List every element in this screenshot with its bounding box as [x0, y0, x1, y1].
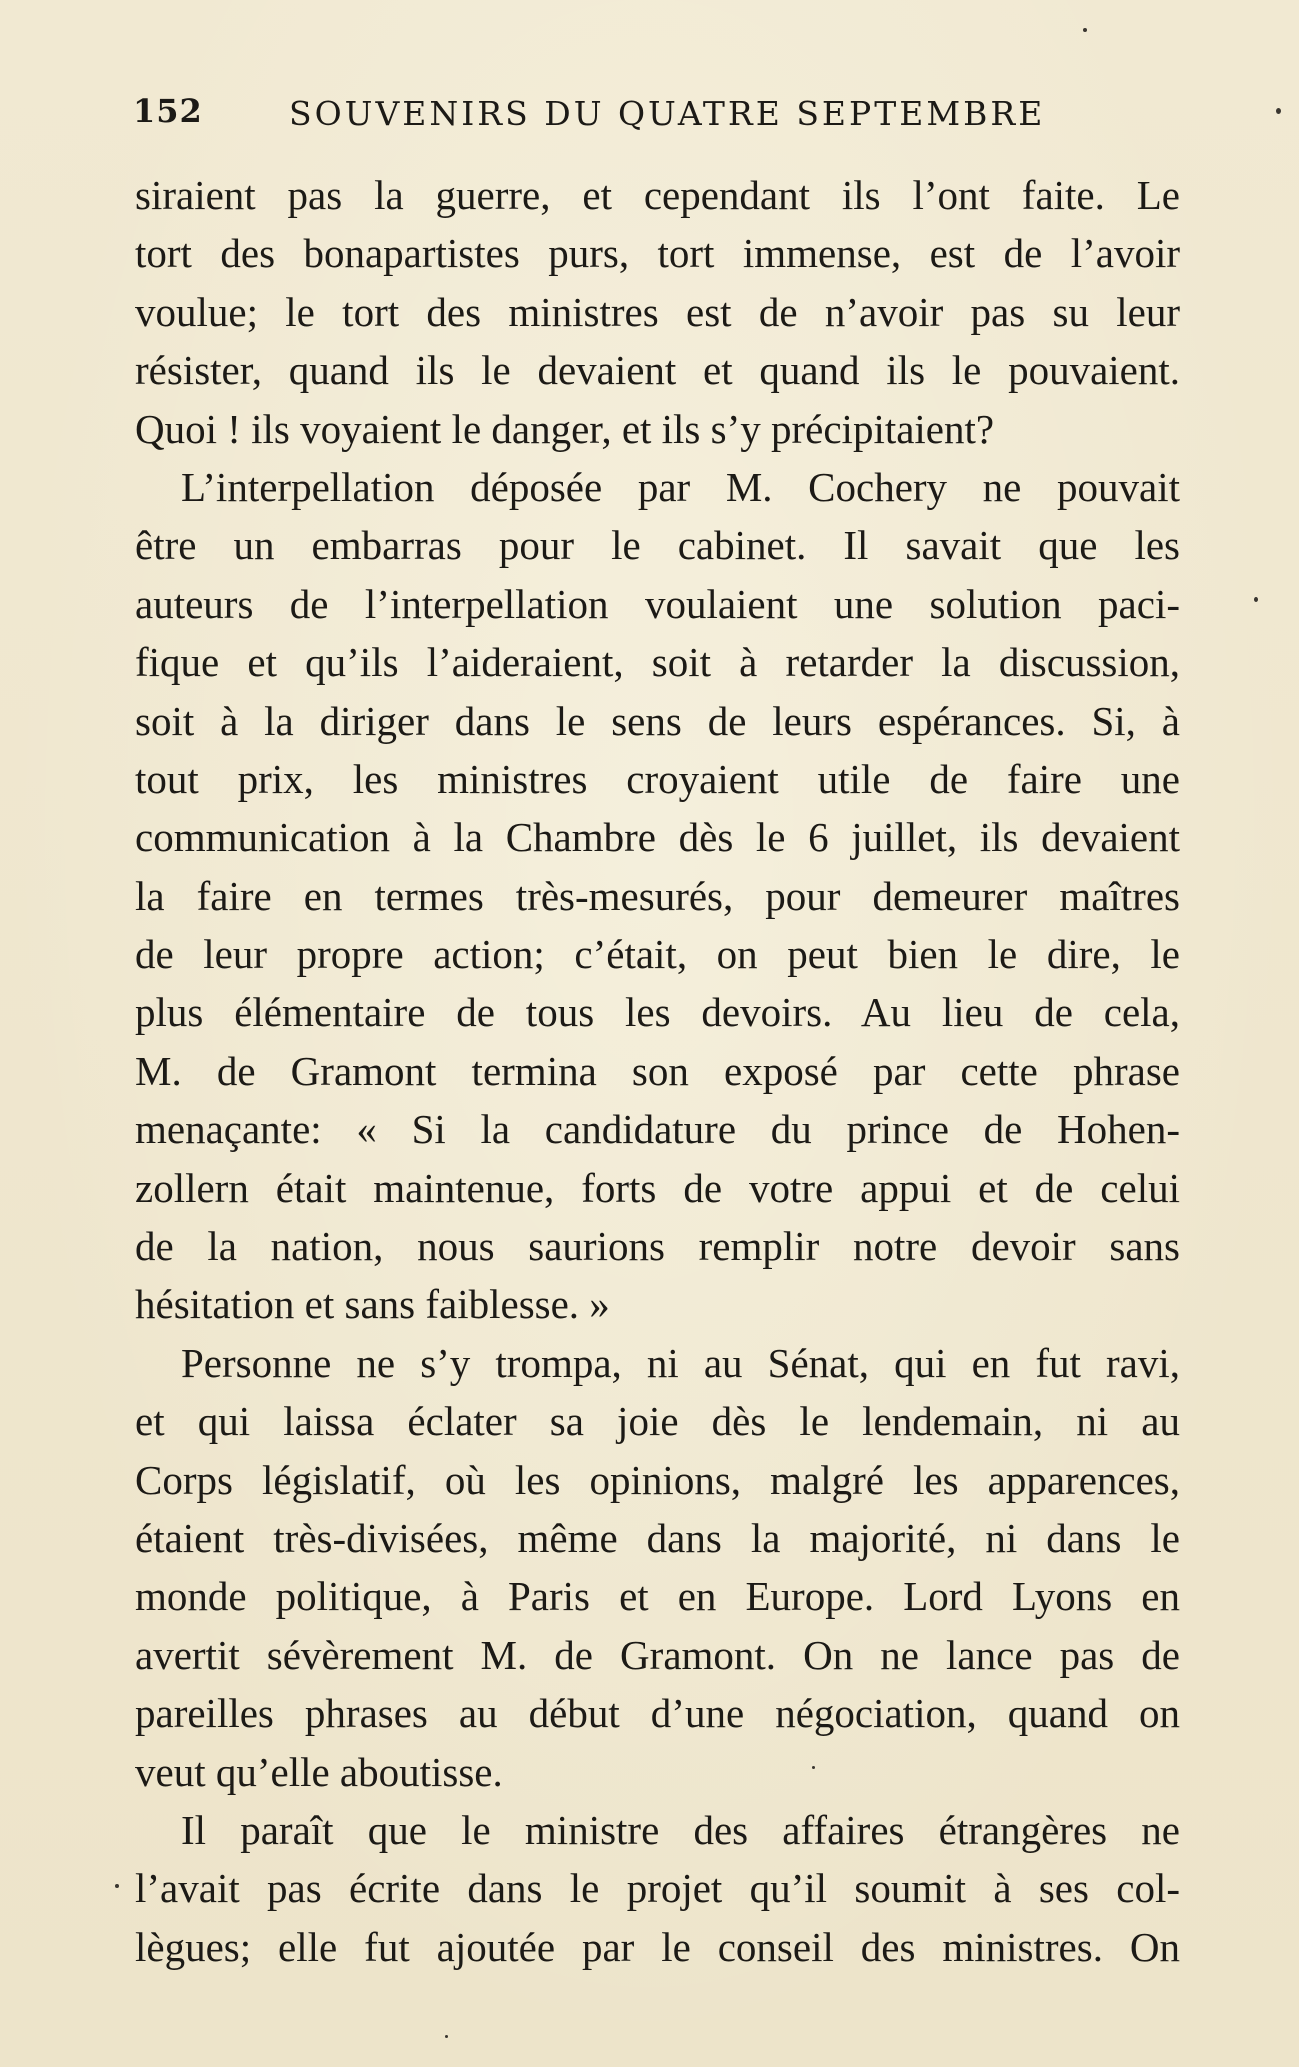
text-line: soit à la diriger dans le sens de leurs espérances. Si, à	[135, 697, 1180, 744]
text-line: zollern était maintenue, forts de votre appui et de celui	[135, 1164, 1180, 1211]
text-line: monde politique, à Paris et en Europe. Lord Lyons en	[135, 1573, 1180, 1620]
text-line: L’interpellation déposée par M. Cochery ne pouvait	[181, 463, 1180, 510]
text-line: tort des bonapartistes purs, tort immense, est de l’avoir	[135, 230, 1180, 277]
page-header	[133, 88, 1133, 148]
text-line: Il paraît que le ministre des affaires étrangères ne	[181, 1806, 1180, 1853]
text-line: hésitation et sans faiblesse. »	[135, 1281, 610, 1328]
text-line: l’avait pas écrite dans le projet qu’il soumit à ses col-	[135, 1865, 1180, 1912]
text-line: menaçante: « Si la candidature du prince de Hohen-	[135, 1106, 1180, 1153]
page-number: 152	[133, 92, 203, 130]
text-line: être un embarras pour le cabinet. Il savait que les	[135, 522, 1180, 569]
text-line: siraient pas la guerre, et cependant ils l’ont faite. Le	[135, 172, 1180, 218]
text-line: Quoi ! ils voyaient le danger, et ils s’y précipitaient?	[135, 405, 995, 452]
text-line: fique et qu’ils l’aideraient, soit à retarder la discussion,	[135, 639, 1180, 686]
text-line: Corps législatif, où les opinions, malgré les apparences,	[135, 1456, 1180, 1503]
text-line: M. de Gramont termina son exposé par cette phrase	[135, 1047, 1180, 1094]
text-line: de leur propre action; c’était, on peut bien le dire, le	[135, 931, 1180, 978]
running-title: SOUVENIRS DU QUATRE SEPTEMBRE	[289, 94, 1046, 133]
text-line: résister, quand ils le devaient et quand ils le pouvaient.	[135, 347, 1180, 394]
text-line: plus élémentaire de tous les devoirs. Au lieu de cela,	[135, 989, 1180, 1036]
text-line: la faire en termes très-mesurés, pour demeurer maîtres	[135, 872, 1180, 919]
text-line: et qui laissa éclater sa joie dès le lendemain, ni au	[135, 1398, 1180, 1445]
text-line: auteurs de l’interpellation voulaient une solution paci-	[135, 580, 1180, 627]
text-line: communication à la Chambre dès le 6 juillet, ils devaient	[135, 814, 1180, 861]
text-line: voulue; le tort des ministres est de n’avoir pas su leur	[135, 288, 1180, 335]
paper-speck	[812, 1766, 815, 1769]
text-line: de la nation, nous saurions remplir notre devoir sans	[135, 1223, 1180, 1270]
paper-speck	[445, 2035, 448, 2038]
text-line: Personne ne s’y trompa, ni au Sénat, qui en fut ravi,	[181, 1339, 1180, 1386]
paper-speck	[115, 1884, 119, 1888]
body-text	[135, 166, 1180, 1976]
text-line: veut qu’elle aboutisse.	[135, 1748, 503, 1795]
text-line: tout prix, les ministres croyaient utile de faire une	[135, 755, 1180, 802]
text-line: lègues; elle fut ajoutée par le conseil des ministres. On	[135, 1923, 1180, 1970]
text-line: pareilles phrases au début d’une négociation, quand on	[135, 1690, 1180, 1737]
text-line: avertit sévèrement M. de Gramont. On ne lance pas de	[135, 1631, 1180, 1678]
text-line: étaient très-divisées, même dans la majorité, ni dans le	[135, 1514, 1180, 1561]
paper-speck	[1083, 28, 1087, 32]
paper-speck	[1254, 597, 1258, 602]
paper-speck	[1276, 108, 1281, 114]
